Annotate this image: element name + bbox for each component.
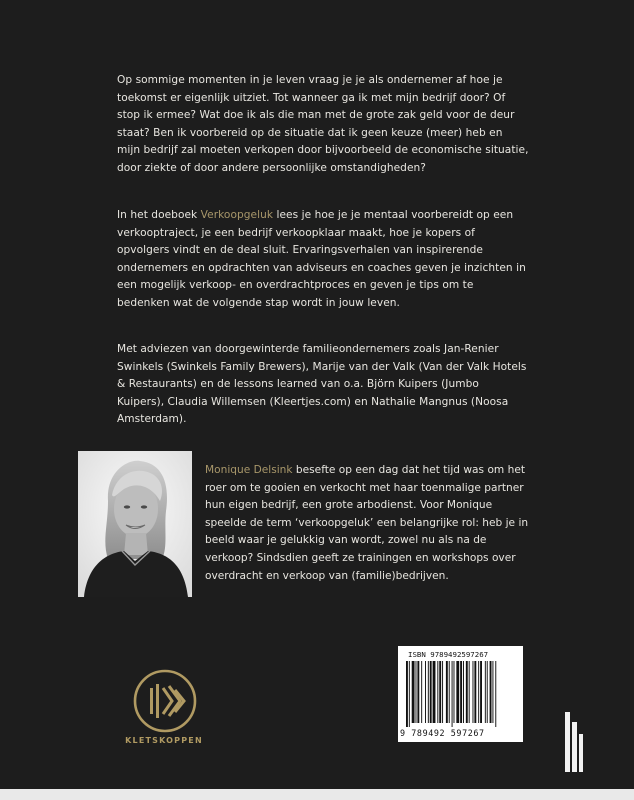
barcode-bar <box>478 661 479 723</box>
barcode-bar <box>452 661 453 727</box>
barcode-bar <box>449 661 450 723</box>
barcode-bar <box>409 661 410 727</box>
barcode-bar <box>460 661 462 723</box>
barcode-bar <box>417 661 419 723</box>
intro-paragraph: Op sommige momenten in je leven vraag je je als ondernemer af hoe je toekomst er eigenlijk uitziet. Tot wanneer ga ik met mijn bedrijf door? Of stop ik ermee? Wat doe ik als die man met de grote zak geld voor de deur staat? Ben ik voorbereid op de situatie dat ik geen keuze (meer) heb en mijn bedrijf zal moeten verkopen door bijvoorbeeld de economische situatie, door ziekte of door andere persoonlijke omstandigheden? <box>117 74 529 174</box>
barcode-bar <box>456 661 459 723</box>
isbn-label: ISBN 9789492597267 <box>408 650 489 659</box>
barcode-bar <box>492 661 493 723</box>
isbn-digits: 9 789492 597267 <box>400 728 485 738</box>
barcode-bar <box>454 661 455 723</box>
barcode-bar <box>416 661 417 723</box>
barcode-bar <box>442 661 443 723</box>
barcode-bar <box>437 661 438 723</box>
barcode-bar <box>430 661 432 723</box>
author-bio <box>205 462 535 585</box>
isbn-barcode <box>398 646 523 742</box>
barcode-bar <box>490 661 492 723</box>
barcode-bar <box>473 661 474 723</box>
barcode-bar <box>439 661 441 723</box>
barcode-bar <box>466 661 468 723</box>
book-description-paragraph <box>117 207 529 313</box>
description-rest: lees je hoe je je mentaal voorbereidt op een verkooptraject, je een bedrijf verkoopklaar maakt, hoe je kopers of opvolgers vindt en de deal sluit. Ervaringsverhalen van inspirerende ondernemers en opdrachten van adviseurs en coaches geven je inzichten in een mogelijk verkoop- en overdrachtproces en geven je tips om te bedenken wat de volgende stap wordt in jouw leven. <box>117 209 526 309</box>
barcode-bar <box>474 661 476 723</box>
author-photo <box>78 451 192 597</box>
author-name: Monique Delsink <box>205 464 293 476</box>
description-lead: In het doeboek <box>117 209 201 221</box>
barcode-bar <box>446 661 448 723</box>
barcode-bar <box>421 661 422 723</box>
publisher-name: KLETSKOPPEN <box>125 736 203 745</box>
barcode-bars <box>406 661 516 727</box>
barcode-bar <box>485 661 486 723</box>
barcode-bar <box>428 661 429 723</box>
publisher-emblem-icon <box>122 668 208 734</box>
barcode-bar <box>487 661 488 723</box>
imprint-mark <box>562 712 584 772</box>
barcode-bar <box>469 661 470 723</box>
contributors-paragraph: Met adviezen van doorgewinterde familieondernemers zoals Jan-Renier Swinkels (Swinkels Family Brewers), Marije van der Valk (Van der Valk Hotels & Restaurants) en de lessons learned van o.a. Björn Kuipers (Jumbo Kuipers), Claudia Willemsen (Kleertjes.com) en Nathalie Mangnus (Noosa Amsterdam). <box>117 343 527 426</box>
imprint-logo-icon <box>562 712 584 772</box>
barcode-bar <box>480 661 482 723</box>
barcode-bar <box>495 661 496 727</box>
barcode-bar <box>412 661 415 723</box>
page-edge <box>0 789 634 800</box>
barcode-bar <box>425 661 426 723</box>
barcode-bar <box>406 661 408 727</box>
author-bio-text: besefte op een dag dat het tijd was om het roer om te gooien en verkocht met haar toenmalige partner hun eigen bedrijf, een grote arbodienst. Voor Monique speelde de term ‘verkoopgeluk’ een belangrijke rol: heb je in beeld waar je gelukkig van wordt, zowel nu als na de verkoop? Sindsdien geeft ze trainingen en workshops over overdracht en verkoop van (familie)bedrijven. <box>205 464 529 582</box>
barcode-bar <box>433 661 436 723</box>
book-title-highlight: Verkoopgeluk <box>200 209 274 221</box>
barcode-bar <box>463 661 464 723</box>
